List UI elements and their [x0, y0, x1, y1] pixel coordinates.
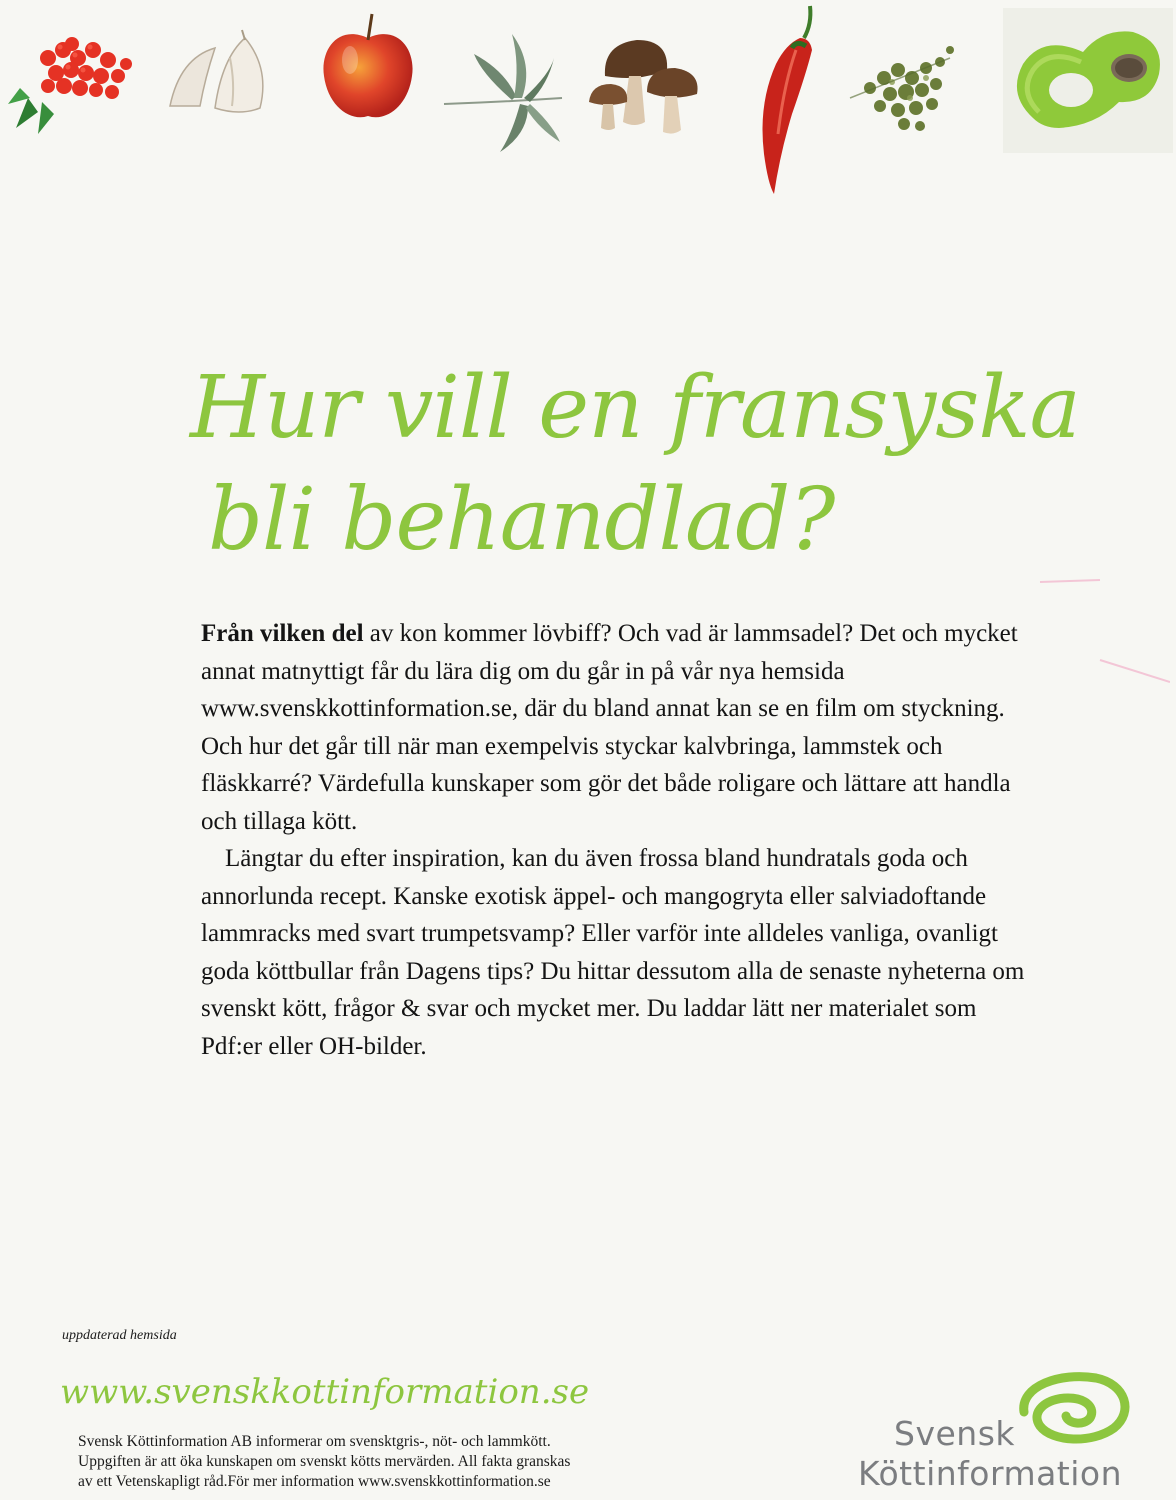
logo-word-svensk: Svensk [894, 1414, 1015, 1453]
green-pepper-grinder-icon [1003, 8, 1173, 153]
headline-line-2: bli behandlad? [208, 470, 835, 570]
logo-word-kottinformation: Köttinformation [858, 1454, 1123, 1493]
garlic-icon [160, 28, 275, 113]
sage-sprig-icon [442, 24, 567, 164]
chili-pepper-icon [752, 4, 822, 199]
fine-print-line: Uppgiften är att öka kunskapen om svenskt kötts mervärden. All fakta granskas [78, 1453, 571, 1470]
mushrooms-icon [585, 30, 705, 140]
body-paragraph-1-text: av kon kommer lövbiff? Och vad är lammsadel? Det och mycket annat matnyttigt får du lära dig om du går in på vår nya hemsida www.svenskkottinformation.se, där du bland annat kan se en film om styckning. Och hur det går till när man exempelvis styckar kalvbringa, lammstek och fläskkarré? Värdefulla kunskaper som gör det både roligare och lättare att handla och tillaga kött. [201, 620, 1018, 835]
headline [190, 352, 1090, 576]
rowan-berries-icon [8, 28, 138, 138]
lead-in-bold: Från vilken del [201, 620, 364, 647]
footer-fine-print [78, 1432, 728, 1492]
fine-print-line: Svensk Köttinformation AB informerar om svensktgris-, nöt- och lammkött. [78, 1433, 551, 1450]
fine-print-line: av ett Vetenskapligt råd.För mer information www.svenskkottinformation.se [78, 1473, 551, 1490]
body-text [201, 615, 1041, 1065]
swirl-logo-icon [1006, 1368, 1136, 1448]
website-url[interactable]: www.svenskkottinformation.se [60, 1372, 590, 1412]
food-photo-strip [0, 0, 1176, 205]
headline-line-1: Hur vill en fransyska [190, 358, 1080, 458]
thyme-icon [840, 38, 970, 148]
body-paragraph-2: Längtar du efter inspiration, kan du även frossa bland hundratals goda och annorlunda recept. Kanske exotisk äppel- och mangogryta eller salviadoftande lammracks med svart trumpetsvamp? Eller varför inte alldeles vanliga, ovanligt goda köttbullar från Dagens tips? Du hittar dessutom alla de senaste nyheterna om svenskt kött, frågor & svar och mycket mer. Du laddar lätt ner materialet som Pdf:er eller OH-bilder. [201, 845, 1025, 1060]
tagline: uppdaterad hemsida [62, 1328, 177, 1343]
apple-icon [318, 10, 418, 125]
svensk-kottinformation-logo [858, 1368, 1148, 1493]
print-mark-decoration [1030, 570, 1170, 690]
body-paragraph-1 [201, 615, 1041, 840]
